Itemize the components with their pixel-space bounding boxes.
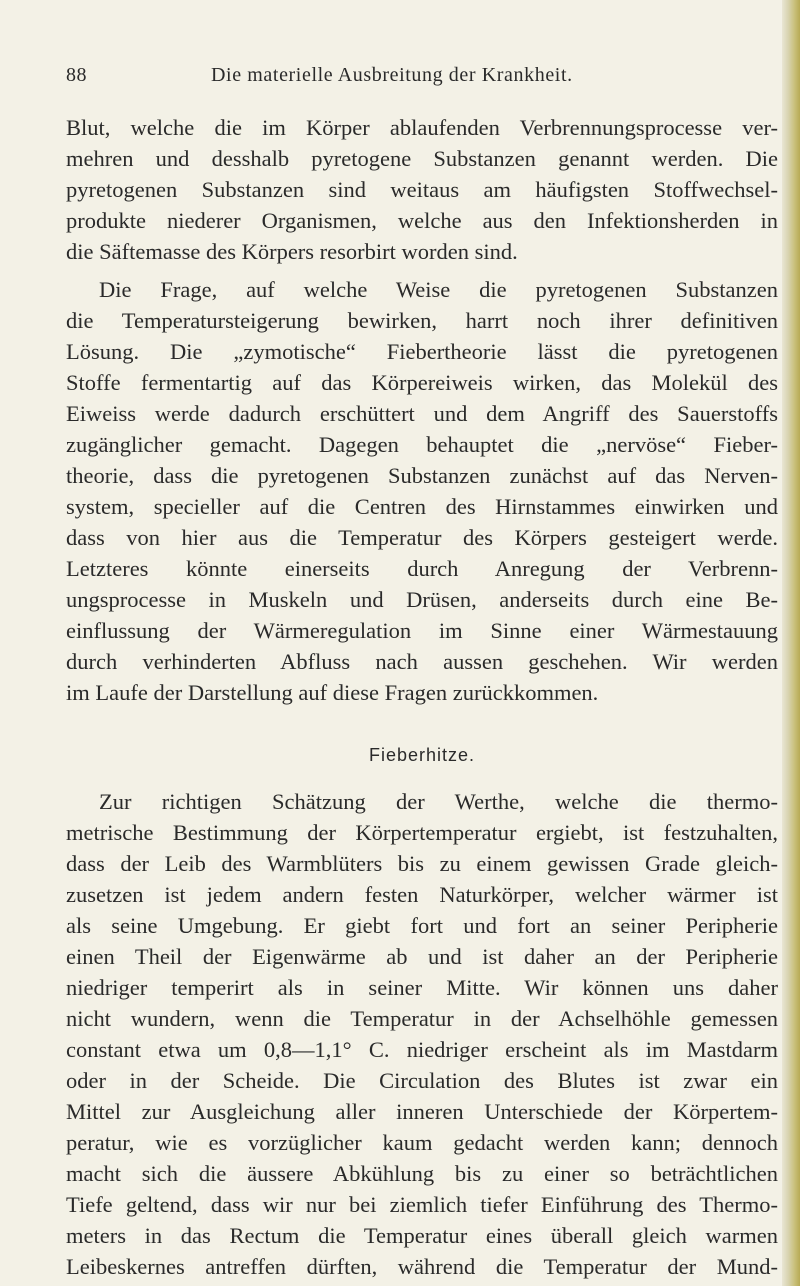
section-heading: Fieberhitze.	[368, 745, 476, 765]
text-line: meters in das Rectum die Temperatur eines überall gleich warmen	[66, 1223, 778, 1248]
text-line: einflussung der Wärmeregulation im Sinne einer Wärmestauung	[66, 618, 778, 643]
text-line: produkte niederer Organismen, welche aus den Infektionsherden in	[66, 208, 778, 233]
text-line: pyretogenen Substanzen sind weitaus am häufigsten Stoffwechsel-	[66, 177, 778, 202]
text-line: peratur, wie es vorzüglicher kaum gedacht werden kann; dennoch	[66, 1130, 778, 1155]
text-line: Tiefe geltend, dass wir nur bei ziemlich tiefer Einführung des Thermo-	[66, 1192, 778, 1217]
text-line: Mittel zur Ausgleichung aller inneren Unterschiede der Körpertem-	[66, 1099, 778, 1124]
text-line: theorie, dass die pyretogenen Substanzen zunächst auf das Nerven-	[66, 463, 778, 488]
text-line: Letzteres könnte einerseits durch Anregung der Verbrenn-	[66, 556, 778, 581]
body-text	[66, 112, 778, 1282]
paragraph	[66, 112, 778, 267]
running-title: Die materielle Ausbreitung der Krankheit.	[211, 64, 573, 86]
text-line: durch verhinderten Abfluss nach aussen geschehen. Wir werden	[66, 649, 778, 674]
text-line: niedriger temperirt als in seiner Mitte. Wir können uns daher	[66, 975, 778, 1000]
text-line: einen Theil der Eigenwärme ab und ist daher an der Peripherie	[66, 944, 778, 969]
text-line: Die Frage, auf welche Weise die pyretogenen Substanzen	[99, 277, 778, 302]
text-line: nicht wundern, wenn die Temperatur in der Achselhöhle gemessen	[66, 1006, 778, 1031]
text-line: Eiweiss werde dadurch erschüttert und dem Angriff des Sauerstoffs	[66, 401, 778, 426]
text-line: Zur richtigen Schätzung der Werthe, welche die thermo-	[99, 789, 778, 814]
paragraph	[66, 274, 778, 708]
paragraph	[66, 786, 778, 1282]
text-line: ungsprocesse in Muskeln und Drüsen, anderseits durch eine Be-	[66, 587, 778, 612]
text-line: constant etwa um 0,8—1,1° C. niedriger erscheint als im Mastdarm	[66, 1037, 778, 1062]
text-line: Lösung. Die „zymotische“ Fiebertheorie lässt die pyretogenen	[66, 339, 778, 364]
text-line: oder in der Scheide. Die Circulation des Blutes ist zwar ein	[66, 1068, 778, 1093]
page-number: 88	[66, 64, 87, 86]
text-line: dass von hier aus die Temperatur des Körpers gesteigert werde.	[66, 525, 778, 550]
page-edge	[782, 0, 800, 1286]
running-header	[66, 64, 766, 94]
text-line: dass der Leib des Warmblüters bis zu einem gewissen Grade gleich-	[66, 851, 778, 876]
text-line: Blut, welche die im Körper ablaufenden Verbrennungsprocesse ver-	[66, 115, 778, 140]
text-line: Leibeskernes antreffen dürften, während die Temperatur der Mund-	[66, 1254, 778, 1279]
text-line: zusetzen ist jedem andern festen Naturkörper, welcher wärmer ist	[66, 882, 778, 907]
text-line: die Säftemasse des Körpers resorbirt worden sind.	[66, 239, 518, 264]
text-line: als seine Umgebung. Er giebt fort und fort an seiner Peripherie	[66, 913, 778, 938]
text-line: zugänglicher gemacht. Dagegen behauptet die „nervöse“ Fieber-	[66, 432, 778, 457]
text-line: macht sich die äussere Abkühlung bis zu einer so beträchtlichen	[66, 1161, 778, 1186]
text-line: system, specieller auf die Centren des Hirnstammes einwirken und	[66, 494, 778, 519]
text-line: metrische Bestimmung der Körpertemperatur ergiebt, ist festzuhalten,	[66, 820, 778, 845]
text-line: mehren und desshalb pyretogene Substanzen genannt werden. Die	[66, 146, 778, 171]
text-line: im Laufe der Darstellung auf diese Fragen zurückkommen.	[66, 680, 599, 705]
text-line: Stoffe fermentartig auf das Körpereiweis wirken, das Molekül des	[66, 370, 778, 395]
text-line: die Temperatursteigerung bewirken, harrt noch ihrer definitiven	[66, 308, 778, 333]
